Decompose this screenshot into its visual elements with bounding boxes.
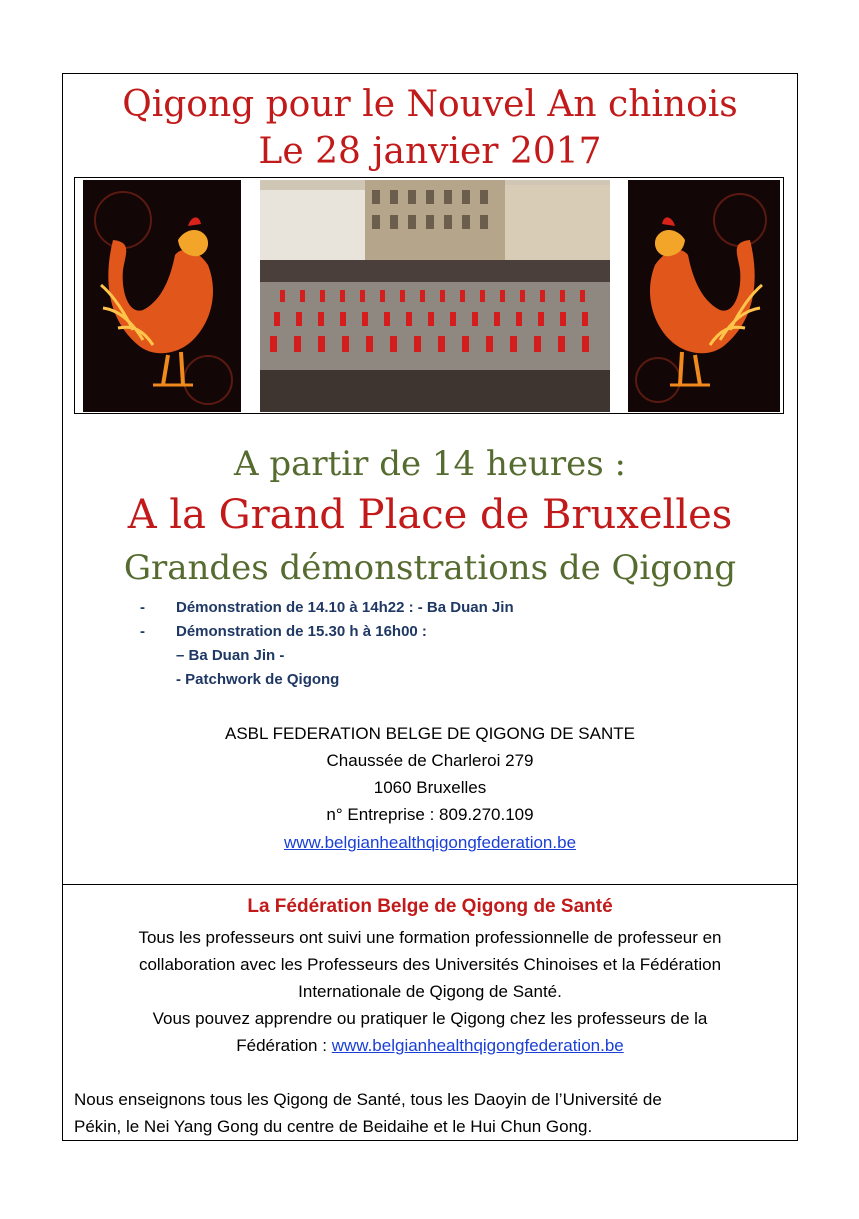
- demonstrations-heading: Grandes démonstrations de Qigong: [123, 548, 737, 588]
- rooster-image-left: [83, 180, 241, 412]
- list-item-text: – Ba Duan Jin -: [176, 647, 285, 664]
- federation-text-line: collaboration avec les Professeurs des Universités Chinoises et la Fédération: [138, 955, 722, 974]
- list-item: [140, 596, 740, 620]
- organizer-city: 1060 Bruxelles: [373, 778, 487, 797]
- bullet-marker: -: [140, 599, 145, 616]
- rooster-image-right: [628, 180, 780, 412]
- poster-title: Qigong pour le Nouvel An chinois: [122, 84, 738, 125]
- photo-strip: [74, 177, 784, 414]
- federation-link-line: [62, 1032, 798, 1059]
- list-item-text: Démonstration de 14.10 à 14h22 : - Ba Duan Jin: [176, 599, 514, 616]
- federation-text-line: Tous les professeurs ont suivi une formation professionnelle de professeur en: [138, 928, 722, 947]
- grand-place-photo: [260, 180, 610, 412]
- location-heading: A la Grand Place de Bruxelles: [127, 492, 733, 538]
- list-item-text: Démonstration de 15.30 h à 16h00 :: [176, 623, 427, 640]
- section-divider: [62, 884, 798, 885]
- federation-title: La Fédération Belge de Qigong de Santé: [247, 896, 613, 917]
- company-number: n° Entreprise : 809.270.109: [326, 805, 534, 824]
- demonstration-list: [140, 596, 740, 692]
- list-item: [140, 620, 740, 644]
- website-link[interactable]: www.belgianhealthqigongfederation.be: [283, 833, 577, 852]
- organizer-name: ASBL FEDERATION BELGE DE QIGONG DE SANTE: [225, 724, 635, 743]
- teaching-note-line: Pékin, le Nei Yang Gong du centre de Beidaihe et le Hui Chun Gong.: [74, 1117, 593, 1136]
- bullet-marker: -: [140, 623, 145, 640]
- poster-date: Le 28 janvier 2017: [258, 131, 602, 172]
- list-item: [140, 668, 740, 692]
- teaching-note-line: Nous enseignons tous les Qigong de Santé, tous les Daoyin de l’Université de: [74, 1090, 662, 1109]
- start-time-heading: A partir de 14 heures :: [233, 444, 626, 484]
- federation-text-line: Internationale de Qigong de Santé.: [298, 982, 562, 1001]
- federation-website-link[interactable]: www.belgianhealthqigongfederation.be: [331, 1036, 624, 1055]
- federation-link-prefix: Fédération :: [236, 1036, 332, 1055]
- organizer-street: Chaussée de Charleroi 279: [326, 751, 534, 770]
- list-item: [140, 644, 740, 668]
- list-item-text: - Patchwork de Qigong: [176, 671, 340, 688]
- website-row: [62, 829, 798, 856]
- federation-text-line: Vous pouvez apprendre ou pratiquer le Qigong chez les professeurs de la: [152, 1009, 708, 1028]
